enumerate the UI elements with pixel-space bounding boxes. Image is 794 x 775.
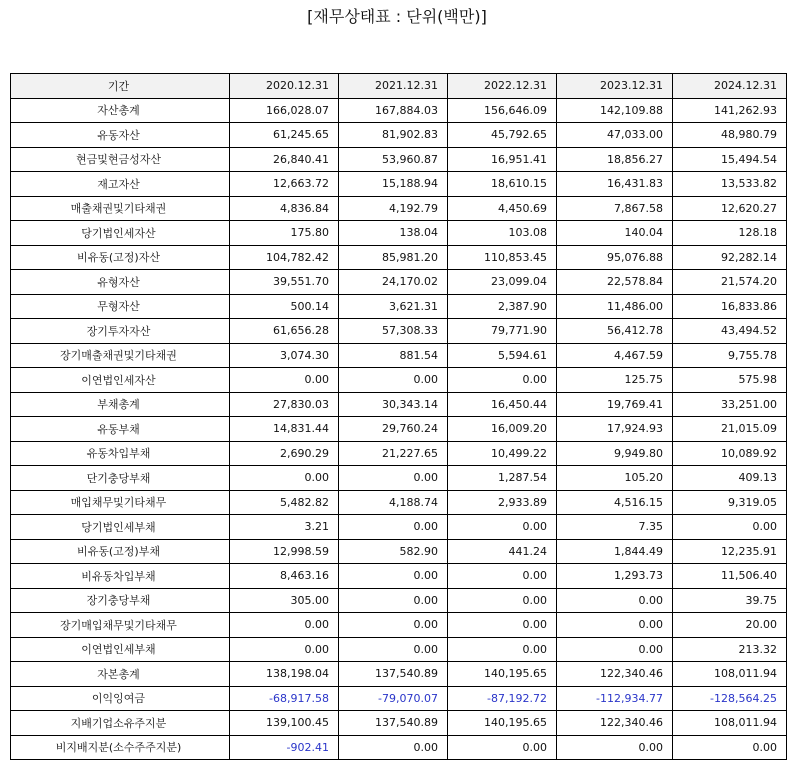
cell-value: 10,499.22 [448,441,557,466]
cell-value: 9,949.80 [557,441,673,466]
cell-value: 12,235.91 [673,539,787,564]
cell-value: 8,463.16 [230,564,339,589]
cell-value: 110,853.45 [448,245,557,270]
row-label: 이연법인세자산 [11,368,230,393]
cell-value: 575.98 [673,368,787,393]
cell-value: 30,343.14 [339,392,448,417]
cell-value: -87,192.72 [448,686,557,711]
column-header-date: 2021.12.31 [339,74,448,99]
table-row [11,294,787,319]
table-row [11,221,787,246]
cell-value: 22,578.84 [557,270,673,295]
column-header-period: 기간 [11,74,230,99]
table-row [11,123,787,148]
cell-value: 16,951.41 [448,147,557,172]
cell-value: 108,011.94 [673,662,787,687]
cell-value: 0.00 [339,466,448,491]
cell-value: 1,844.49 [557,539,673,564]
row-label: 유형자산 [11,270,230,295]
table-row [11,490,787,515]
table-row [11,147,787,172]
cell-value: 105.20 [557,466,673,491]
cell-value: 0.00 [448,637,557,662]
cell-value: 138,198.04 [230,662,339,687]
cell-value: 0.00 [448,368,557,393]
cell-value: 0.00 [673,735,787,760]
balance-sheet-table [10,73,787,760]
table-row [11,245,787,270]
table-row [11,417,787,442]
cell-value: 441.24 [448,539,557,564]
cell-value: 156,646.09 [448,98,557,123]
cell-value: 582.90 [339,539,448,564]
cell-value: 3.21 [230,515,339,540]
cell-value: 0.00 [448,735,557,760]
cell-value: 103.08 [448,221,557,246]
cell-value: 7,867.58 [557,196,673,221]
table-row [11,196,787,221]
cell-value: 23,099.04 [448,270,557,295]
cell-value: 21,227.65 [339,441,448,466]
cell-value: 12,663.72 [230,172,339,197]
cell-value: 0.00 [339,515,448,540]
cell-value: 137,540.89 [339,711,448,736]
cell-value: 0.00 [557,588,673,613]
table-body [11,98,787,760]
cell-value: 95,076.88 [557,245,673,270]
cell-value: 29,760.24 [339,417,448,442]
table-row [11,613,787,638]
row-label: 재고자산 [11,172,230,197]
cell-value: 19,769.41 [557,392,673,417]
row-label: 유동차입부채 [11,441,230,466]
row-label: 장기매입채무및기타채무 [11,613,230,638]
cell-value: 167,884.03 [339,98,448,123]
cell-value: -902.41 [230,735,339,760]
cell-value: 39,551.70 [230,270,339,295]
table-row [11,441,787,466]
cell-value: 0.00 [339,368,448,393]
cell-value: 9,755.78 [673,343,787,368]
cell-value: 125.75 [557,368,673,393]
row-label: 비유동(고정)자산 [11,245,230,270]
cell-value: 122,340.46 [557,711,673,736]
cell-value: 0.00 [339,613,448,638]
cell-value: 92,282.14 [673,245,787,270]
table-row [11,588,787,613]
cell-value: 24,170.02 [339,270,448,295]
cell-value: 0.00 [339,564,448,589]
table-row [11,172,787,197]
cell-value: 48,980.79 [673,123,787,148]
row-label: 장기투자자산 [11,319,230,344]
cell-value: 45,792.65 [448,123,557,148]
cell-value: 140,195.65 [448,711,557,736]
cell-value: 139,100.45 [230,711,339,736]
page-title: [재무상태표 : 단위(백만)] [307,7,487,26]
cell-value: 79,771.90 [448,319,557,344]
cell-value: 166,028.07 [230,98,339,123]
cell-value: 43,494.52 [673,319,787,344]
cell-value: 18,856.27 [557,147,673,172]
cell-value: 5,594.61 [448,343,557,368]
cell-value: 2,387.90 [448,294,557,319]
cell-value: 4,467.59 [557,343,673,368]
cell-value: -79,070.07 [339,686,448,711]
cell-value: 0.00 [339,637,448,662]
cell-value: 4,192.79 [339,196,448,221]
cell-value: 21,015.09 [673,417,787,442]
cell-value: 33,251.00 [673,392,787,417]
table-header-row [11,74,787,99]
cell-value: 47,033.00 [557,123,673,148]
column-header-date: 2022.12.31 [448,74,557,99]
cell-value: 1,293.73 [557,564,673,589]
table-row [11,319,787,344]
cell-value: 12,620.27 [673,196,787,221]
cell-value: 18,610.15 [448,172,557,197]
cell-value: 13,533.82 [673,172,787,197]
cell-value: 0.00 [448,588,557,613]
row-label: 현금및현금성자산 [11,147,230,172]
row-label: 매입채무및기타채무 [11,490,230,515]
cell-value: 175.80 [230,221,339,246]
cell-value: 0.00 [448,515,557,540]
cell-value: 61,656.28 [230,319,339,344]
cell-value: 15,494.54 [673,147,787,172]
table-row [11,98,787,123]
cell-value: 11,486.00 [557,294,673,319]
cell-value: 16,009.20 [448,417,557,442]
cell-value: 0.00 [339,735,448,760]
cell-value: 26,840.41 [230,147,339,172]
column-header-date: 2024.12.31 [673,74,787,99]
column-header-date: 2023.12.31 [557,74,673,99]
table-row [11,466,787,491]
cell-value: 104,782.42 [230,245,339,270]
cell-value: 0.00 [557,637,673,662]
cell-value: 16,833.86 [673,294,787,319]
table-row [11,368,787,393]
cell-value: 128.18 [673,221,787,246]
cell-value: 61,245.65 [230,123,339,148]
cell-value: 4,836.84 [230,196,339,221]
cell-value: 0.00 [557,735,673,760]
cell-value: 0.00 [448,564,557,589]
row-label: 비지배지분(소수주주지분) [11,735,230,760]
row-label: 자본총계 [11,662,230,687]
cell-value: 881.54 [339,343,448,368]
cell-value: 1,287.54 [448,466,557,491]
row-label: 부채총계 [11,392,230,417]
row-label: 당기법인세부채 [11,515,230,540]
table-row [11,515,787,540]
table-row [11,270,787,295]
table-row [11,662,787,687]
table-row [11,564,787,589]
table-row [11,711,787,736]
cell-value: 500.14 [230,294,339,319]
cell-value: -112,934.77 [557,686,673,711]
row-label: 이익잉여금 [11,686,230,711]
row-label: 무형자산 [11,294,230,319]
cell-value: 16,450.44 [448,392,557,417]
table-row [11,637,787,662]
table-row [11,686,787,711]
table-row [11,392,787,417]
row-label: 매출채권및기타채권 [11,196,230,221]
cell-value: 7.35 [557,515,673,540]
cell-value: 3,074.30 [230,343,339,368]
cell-value: 15,188.94 [339,172,448,197]
cell-value: 21,574.20 [673,270,787,295]
cell-value: 12,998.59 [230,539,339,564]
table-row [11,343,787,368]
cell-value: 4,188.74 [339,490,448,515]
row-label: 당기법인세자산 [11,221,230,246]
row-label: 자산총계 [11,98,230,123]
cell-value: 14,831.44 [230,417,339,442]
cell-value: 122,340.46 [557,662,673,687]
cell-value: 0.00 [230,466,339,491]
cell-value: 142,109.88 [557,98,673,123]
cell-value: 140.04 [557,221,673,246]
cell-value: 305.00 [230,588,339,613]
row-label: 장기충당부채 [11,588,230,613]
cell-value: 2,690.29 [230,441,339,466]
row-label: 단기충당부채 [11,466,230,491]
cell-value: 17,924.93 [557,417,673,442]
row-label: 유동부채 [11,417,230,442]
row-label: 장기매출채권및기타채권 [11,343,230,368]
cell-value: 0.00 [230,637,339,662]
cell-value: 11,506.40 [673,564,787,589]
row-label: 비유동(고정)부채 [11,539,230,564]
row-label: 지배기업소유주지분 [11,711,230,736]
cell-value: 213.32 [673,637,787,662]
cell-value: 140,195.65 [448,662,557,687]
cell-value: 5,482.82 [230,490,339,515]
cell-value: 20.00 [673,613,787,638]
cell-value: 0.00 [557,613,673,638]
cell-value: 9,319.05 [673,490,787,515]
cell-value: 27,830.03 [230,392,339,417]
cell-value: 57,308.33 [339,319,448,344]
cell-value: -128,564.25 [673,686,787,711]
cell-value: 0.00 [230,613,339,638]
cell-value: 81,902.83 [339,123,448,148]
cell-value: 0.00 [230,368,339,393]
table-row [11,539,787,564]
cell-value: 4,516.15 [557,490,673,515]
table-row [11,735,787,760]
cell-value: 0.00 [448,613,557,638]
cell-value: 141,262.93 [673,98,787,123]
cell-value: 2,933.89 [448,490,557,515]
cell-value: 16,431.83 [557,172,673,197]
cell-value: 0.00 [339,588,448,613]
cell-value: 85,981.20 [339,245,448,270]
cell-value: 0.00 [673,515,787,540]
row-label: 비유동차입부채 [11,564,230,589]
cell-value: 10,089.92 [673,441,787,466]
cell-value: 39.75 [673,588,787,613]
cell-value: 4,450.69 [448,196,557,221]
cell-value: -68,917.58 [230,686,339,711]
row-label: 유동자산 [11,123,230,148]
cell-value: 108,011.94 [673,711,787,736]
row-label: 이연법인세부채 [11,637,230,662]
cell-value: 137,540.89 [339,662,448,687]
cell-value: 56,412.78 [557,319,673,344]
cell-value: 138.04 [339,221,448,246]
cell-value: 53,960.87 [339,147,448,172]
cell-value: 3,621.31 [339,294,448,319]
cell-value: 409.13 [673,466,787,491]
column-header-date: 2020.12.31 [230,74,339,99]
